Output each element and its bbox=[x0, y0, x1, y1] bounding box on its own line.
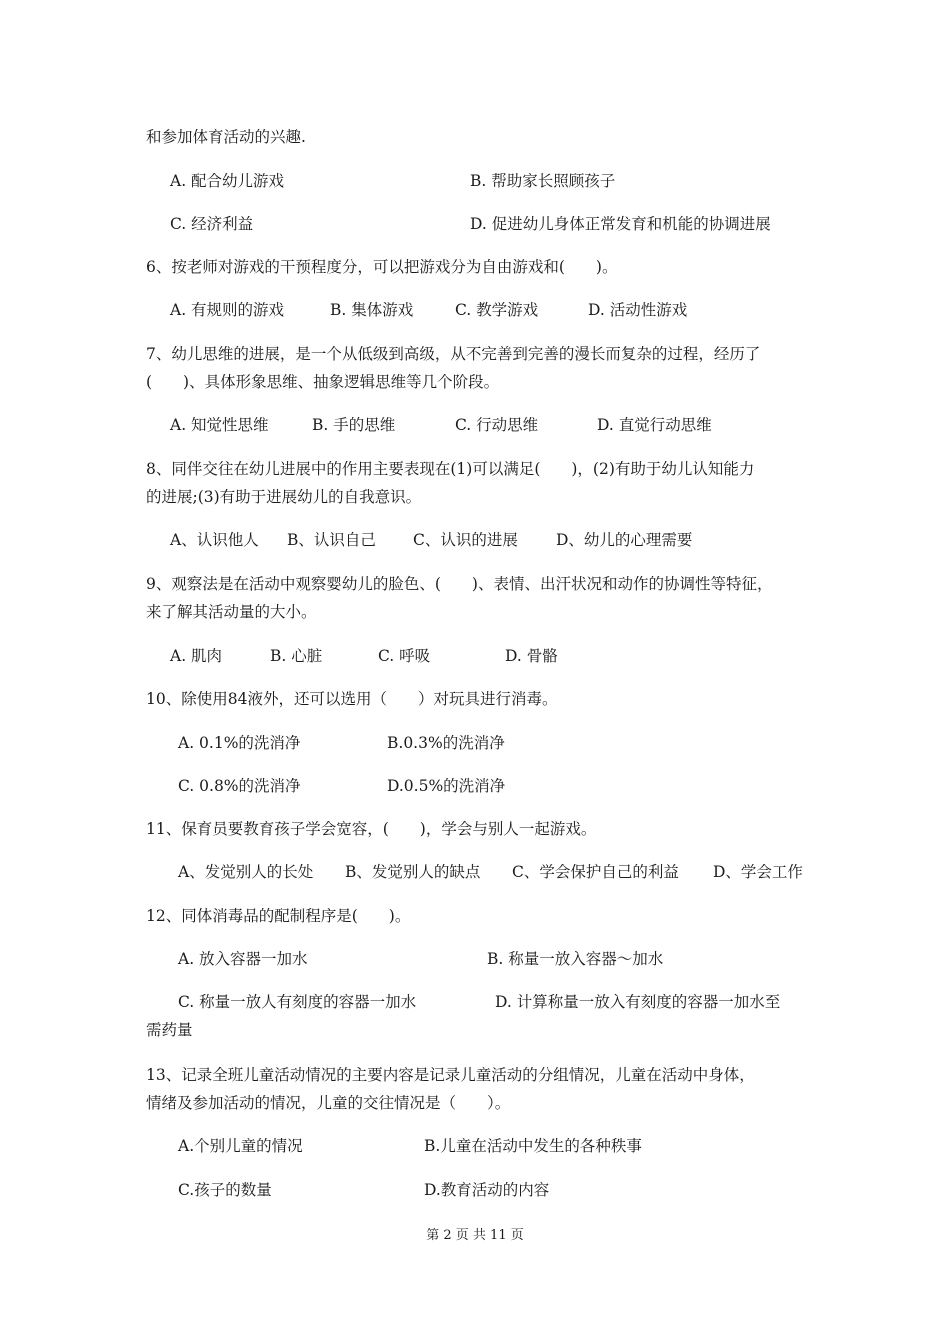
q13-stem-line-2: 情绪及参加活动的情况，儿童的交往情况是（ ）。 bbox=[146, 1094, 511, 1112]
q7-option-c: C. 行动思维 bbox=[455, 416, 539, 434]
q10-stem: 10、除使用84液外，还可以选用（ ）对玩具进行消毒。 bbox=[146, 690, 558, 708]
q8-option-a: A、认识他人 bbox=[170, 531, 259, 549]
q11-option-d: D、学会工作 bbox=[713, 863, 803, 881]
intro-line: 和参加体育活动的兴趣. bbox=[146, 128, 306, 146]
q8-option-c: C、认识的进展 bbox=[413, 531, 518, 549]
q12-option-a: A. 放入容器一加水 bbox=[178, 950, 308, 968]
q6-option-b: B. 集体游戏 bbox=[330, 301, 414, 319]
q9-stem-line-2: 来了解其活动量的大小。 bbox=[146, 603, 317, 621]
q11-stem: 11、保育员要教育孩子学会宽容，( )，学会与别人一起游戏。 bbox=[146, 820, 597, 838]
q11-option-a: A、发觉别人的长处 bbox=[178, 863, 314, 881]
q7-option-b: B. 手的思维 bbox=[312, 416, 396, 434]
q13-option-d: D.教育活动的内容 bbox=[424, 1181, 550, 1199]
q13-option-c: C.孩子的数量 bbox=[178, 1181, 272, 1199]
q10-option-a: A. 0.1%的洗消净 bbox=[178, 734, 301, 752]
q6-option-d: D. 活动性游戏 bbox=[588, 301, 688, 319]
q5-option-b: B. 帮助家长照顾孩子 bbox=[470, 172, 616, 190]
q7-option-a: A. 知觉性思维 bbox=[170, 416, 269, 434]
q10-option-d: D.0.5%的洗消净 bbox=[387, 777, 506, 795]
q7-option-d: D. 直觉行动思维 bbox=[597, 416, 712, 434]
q12-option-c: C. 称量一放人有刻度的容器一加水 bbox=[178, 993, 417, 1011]
page-footer: 第 2 页 共 11 页 bbox=[426, 1228, 524, 1243]
q7-stem-line-2: ( )、具体形象思维、抽象逻辑思维等几个阶段。 bbox=[146, 373, 500, 391]
q12-option-b: B. 称量一放入容器～加水 bbox=[487, 950, 664, 968]
q12-option-d-continuation: 需药量 bbox=[146, 1021, 193, 1039]
q13-stem-line-1: 13、记录全班儿童活动情况的主要内容是记录儿童活动的分组情况，儿童在活动中身体， bbox=[146, 1066, 755, 1084]
q6-option-a: A. 有规则的游戏 bbox=[170, 301, 285, 319]
q9-stem-line-1: 9、观察法是在活动中观察婴幼儿的脸色、( )、表情、出汗状况和动作的协调性等特征， bbox=[146, 575, 773, 593]
q6-option-c: C. 教学游戏 bbox=[455, 301, 539, 319]
q11-option-c: C、学会保护自己的利益 bbox=[512, 863, 679, 881]
q8-stem-line-1: 8、同伴交往在幼儿进展中的作用主要表现在(1)可以满足( )，(2)有助于幼儿认知能力 bbox=[146, 460, 755, 478]
q9-option-b: B. 心脏 bbox=[270, 647, 323, 665]
q7-stem-line-1: 7、幼儿思维的进展，是一个从低级到高级，从不完善到完善的漫长而复杂的过程，经历了 bbox=[146, 345, 761, 363]
q8-option-d: D、幼儿的心理需要 bbox=[556, 531, 693, 549]
q10-option-c: C. 0.8%的洗消净 bbox=[178, 777, 301, 795]
q12-option-d: D. 计算称量一放入有刻度的容器一加水至 bbox=[495, 993, 781, 1011]
q13-option-b: B.儿童在活动中发生的各种秩事 bbox=[424, 1137, 642, 1155]
q13-option-a: A.个别儿童的情况 bbox=[178, 1137, 303, 1155]
q9-option-d: D. 骨骼 bbox=[505, 647, 558, 665]
q9-option-a: A. 肌肉 bbox=[170, 647, 223, 665]
q5-option-a: A. 配合幼儿游戏 bbox=[170, 172, 285, 190]
q8-stem-line-2: 的进展;(3)有助于进展幼儿的自我意识。 bbox=[146, 488, 422, 506]
q6-stem: 6、按老师对游戏的干预程度分，可以把游戏分为自由游戏和( )。 bbox=[146, 258, 618, 276]
q5-option-c: C. 经济利益 bbox=[170, 215, 254, 233]
q5-option-d: D. 促进幼儿身体正常发育和机能的协调进展 bbox=[470, 215, 771, 233]
q9-option-c: C. 呼吸 bbox=[378, 647, 431, 665]
q11-option-b: B、发觉别人的缺点 bbox=[345, 863, 481, 881]
q8-option-b: B、认识自己 bbox=[287, 531, 376, 549]
q10-option-b: B.0.3%的洗消净 bbox=[387, 734, 505, 752]
q12-stem: 12、同体消毒品的配制程序是( )。 bbox=[146, 907, 411, 925]
